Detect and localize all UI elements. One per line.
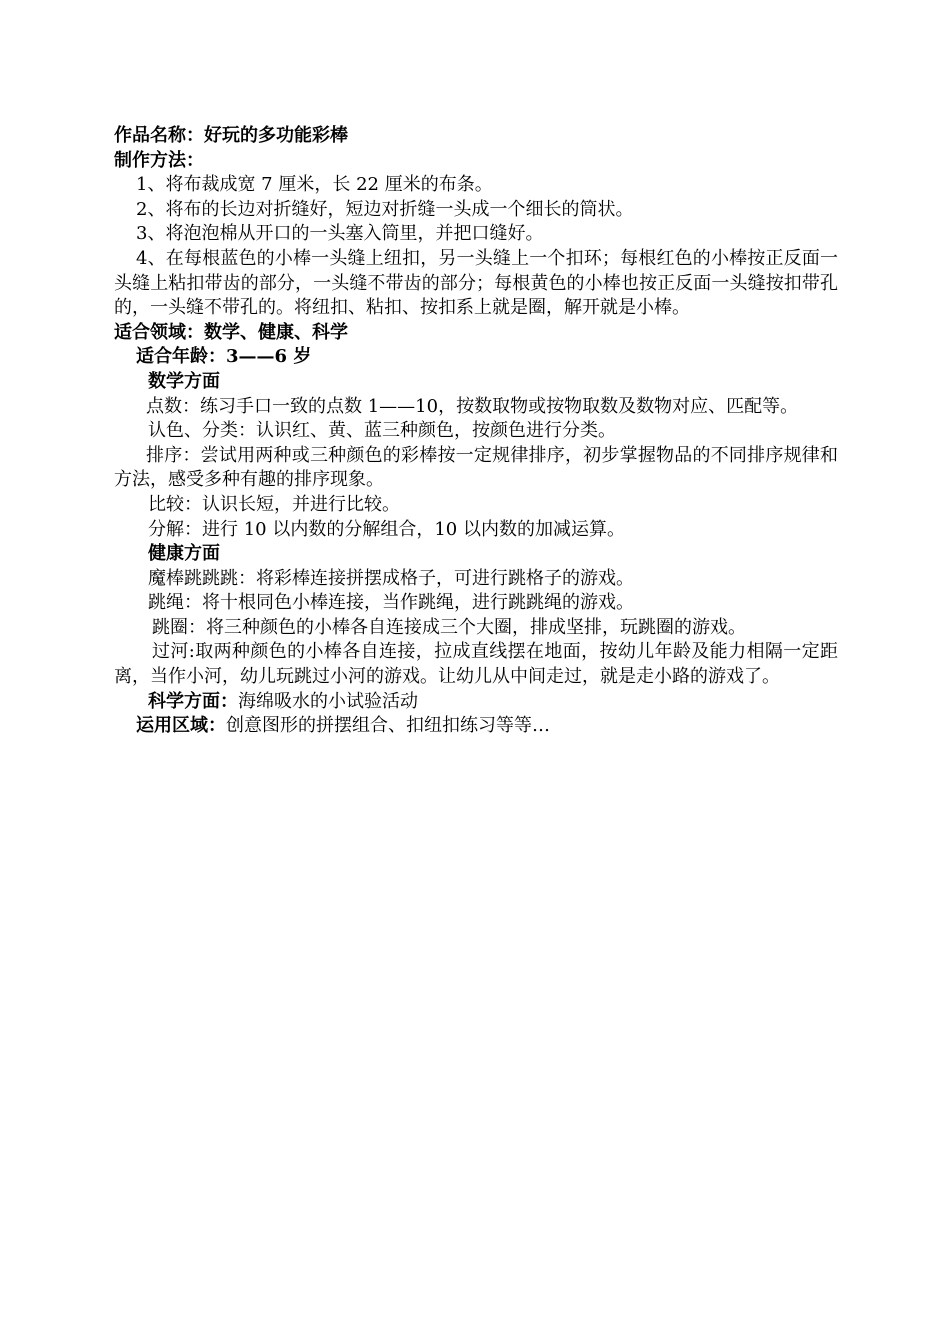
math-item-counting: 点数：练习手口一致的点数 1——10，按数取物或按物取数及数物对应、匹配等。 [146, 395, 799, 417]
health-heading: 健康方面 [148, 543, 220, 565]
method-heading: 制作方法： [114, 149, 204, 171]
document-page [114, 124, 838, 739]
method-step-2: 2、将布的长边对折缝好，短边对折缝一头成一个细长的筒状。 [136, 198, 634, 220]
math-item-sorting: 排序：尝试用两种或三种颜色的彩棒按一定规律排序，初步掌握物品的不同排序规律和方法，感受多种有趣的排序现象。 [114, 444, 838, 491]
math-item-decompose: 分解：进行 10 以内数的分解组合，10 以内数的加减运算。 [148, 518, 625, 540]
age-label: 适合年龄： [136, 346, 226, 368]
health-item-hoops: 跳圈：将三种颜色的小棒各自连接成三个大圈，排成坚排，玩跳圈的游戏。 [152, 616, 746, 638]
title-label: 作品名称： [114, 125, 204, 146]
math-item-color: 认色、分类：认识红、黄、蓝三种颜色，按颜色进行分类。 [148, 420, 616, 442]
health-item-hopscotch: 魔棒跳跳跳：将彩棒连接拼摆成格子，可进行跳格子的游戏。 [148, 567, 634, 589]
domains-line [114, 321, 838, 346]
method-step-3: 3、将泡泡棉从开口的一头塞入筒里，并把口缝好。 [136, 223, 544, 245]
science-label: 科学方面： [148, 690, 238, 712]
title-value: 好玩的多功能彩棒 [204, 125, 348, 146]
age-line [114, 345, 838, 370]
domains-value: 数学、健康、科学 [204, 321, 348, 343]
usage-label: 运用区域： [136, 715, 226, 737]
method-step-1: 1、将布裁成宽 7 厘米，长 22 厘米的布条。 [136, 174, 493, 196]
usage-value: 创意图形的拼摆组合、扣纽扣练习等等… [226, 715, 550, 737]
math-item-compare: 比较：认识长短，并进行比较。 [148, 493, 400, 515]
domains-label: 适合领域： [114, 321, 204, 343]
title-line [114, 124, 838, 149]
science-line [114, 690, 838, 715]
health-item-jumprope: 跳绳：将十根同色小棒连接，当作跳绳，进行跳跳绳的游戏。 [148, 592, 634, 614]
usage-line [114, 714, 838, 739]
health-item-river: 过河:取两种颜色的小棒各自连接，拉成直线摆在地面，按幼儿年龄及能力相隔一定距离，当作小河，幼儿玩跳过小河的游戏。让幼儿从中间走过，就是走小路的游戏了。 [114, 641, 838, 688]
math-heading: 数学方面 [148, 370, 220, 392]
method-step-4: 4、在每根蓝色的小棒一头缝上纽扣，另一头缝上一个扣环；每根红色的小棒按正反面一头缝上粘扣带齿的部分，一头缝不带齿的部分；每根黄色的小棒也按正反面一头缝按扣带孔的，一头缝不带孔的。将纽扣、粘扣、按扣系上就是圈，解开就是小棒。 [114, 247, 838, 319]
age-value: 3——6 岁 [226, 346, 312, 368]
science-value: 海绵吸水的小试验活动 [238, 690, 418, 712]
